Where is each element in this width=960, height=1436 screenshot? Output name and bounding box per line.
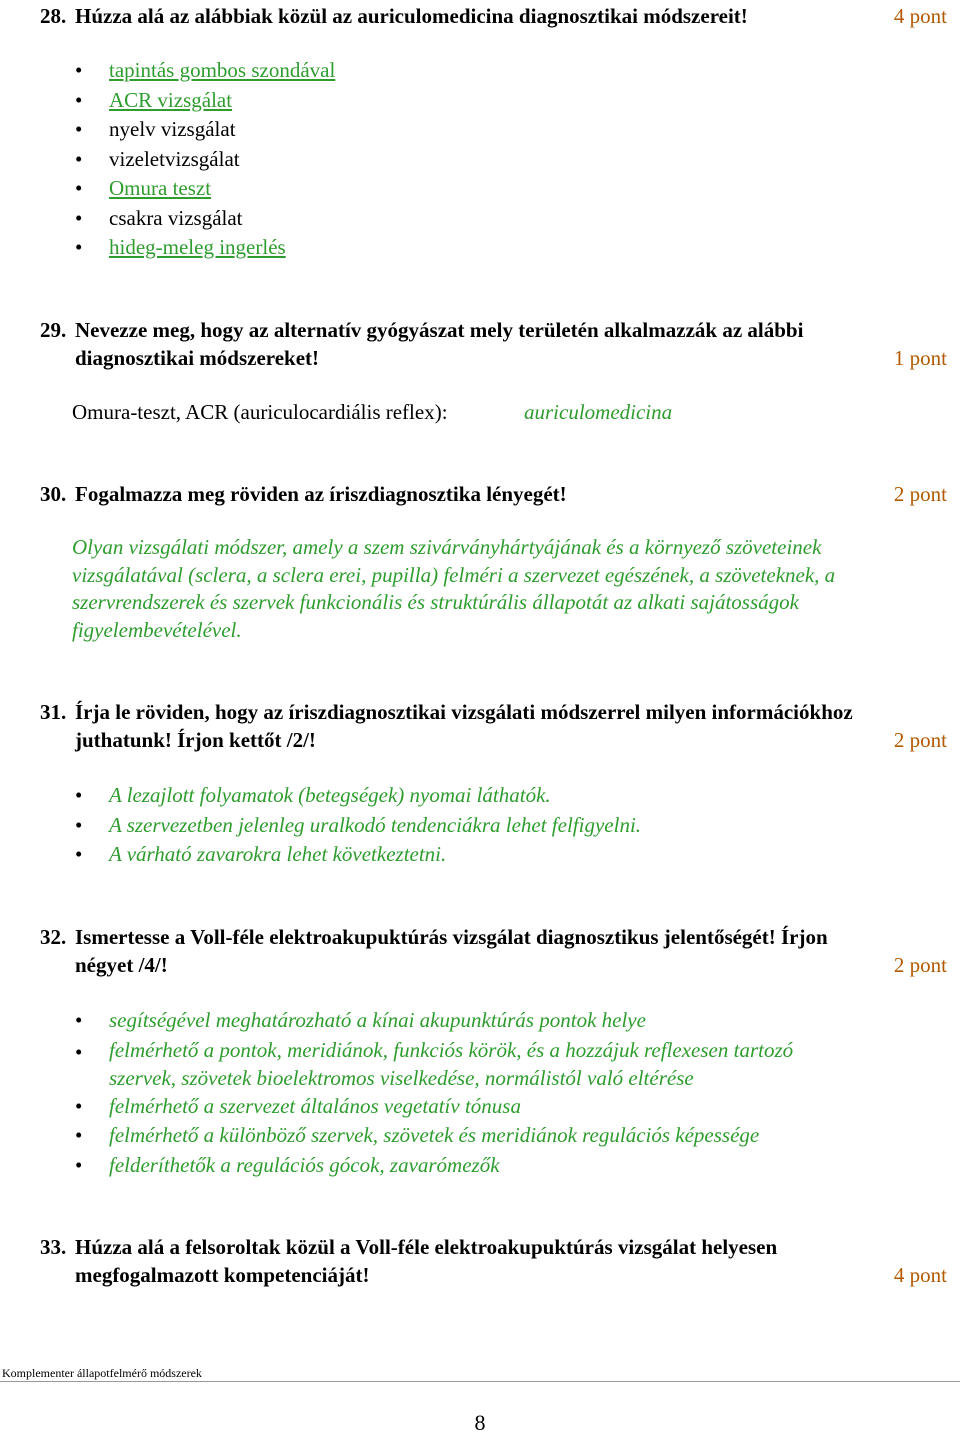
list-item: • nyelv vizsgálat xyxy=(75,117,236,141)
question-text-line2: négyet /4/! xyxy=(75,953,168,977)
option-text: vizeletvizsgálat xyxy=(109,146,240,171)
answer-text-continued: szervek, szövetek bioelektromos viselkedése, normálistól való eltérése xyxy=(109,1065,694,1090)
answer-line: figyelembevételével. xyxy=(72,617,242,642)
option-text: Omura teszt xyxy=(109,176,212,200)
question-32 xyxy=(40,923,955,979)
question-number: 32. xyxy=(40,925,67,949)
question-text-line1: Írja le röviden, hogy az íriszdiagnosztikai vizsgálati módszerrel milyen információkhoz xyxy=(75,700,853,724)
question-number: 31. xyxy=(40,700,67,724)
list-item: • A szervezetben jelenleg uralkodó tendenciákra lehet felfigyelni. xyxy=(75,812,642,837)
answer-line: Olyan vizsgálati módszer, amely a szem szivárványhártyájának és a környező szöveteinek xyxy=(72,535,822,559)
question-28 xyxy=(40,2,955,30)
points-label: 4 pont xyxy=(893,1263,947,1287)
points-label: 2 pont xyxy=(893,482,947,506)
option-text: hideg-meleg ingerlés xyxy=(109,235,286,259)
answer-text: auriculomedicina xyxy=(524,400,673,424)
answer-text: felderíthetők a regulációs gócok, zavarómezők xyxy=(109,1152,500,1177)
answer-line: vizsgálatával (sclera, a sclera erei, pupilla) felméri a szervezet egészének, a szöveteknek, a xyxy=(72,562,836,587)
answer-text: A várható zavarokra lehet következtetni. xyxy=(109,842,447,866)
question-number: 33. xyxy=(40,1235,67,1259)
answer-list-32 xyxy=(75,1006,793,1180)
points-label: 2 pont xyxy=(893,728,947,752)
question-text-line1: Ismertesse a Voll-féle elektroakupuktúrás vizsgálat diagnosztikus jelentőségét! Írjon xyxy=(75,925,828,949)
option-text: csakra vizsgálat xyxy=(109,205,243,230)
question-text-line2: diagnosztikai módszereket! xyxy=(75,346,320,370)
list-item: • felmérhető a pontok, meridiánok, funkciós körök, és a hozzájuk reflexesen tartozó szervek, szövetek bioelektromos viselkedése, normálistól való eltérése xyxy=(75,1037,794,1090)
points-label: 4 pont xyxy=(893,4,947,28)
question-text-line1: Húzza alá a felsoroltak közül a Voll-féle elektroakupuktúrás vizsgálat helyesen xyxy=(75,1235,778,1259)
list-item: • A lezajlott folyamatok (betegségek) nyomai láthatók. xyxy=(75,783,551,807)
question-number: 30. xyxy=(40,482,67,506)
answer-text: felmérhető a szervezet általános vegetatív tónusa xyxy=(109,1093,521,1118)
question-text-line1: Nevezze meg, hogy az alternatív gyógyászat mely területén alkalmazzák az alábbi xyxy=(75,318,804,342)
question-text: Fogalmazza meg röviden az íriszdiagnosztika lényegét! xyxy=(75,482,567,506)
answer-text: segítségével meghatározható a kínai akupunktúrás pontok helye xyxy=(109,1008,646,1032)
footer-divider xyxy=(0,1381,960,1382)
list-item: • Omura teszt xyxy=(75,176,212,200)
list-item: • csakra vizsgálat xyxy=(75,205,243,230)
answer-text: felmérhető a pontok, meridiánok, funkciós körök, és a hozzájuk reflexesen tartozó xyxy=(109,1037,794,1062)
list-item: • felmérhető a különböző szervek, szövetek és meridiánok regulációs képessége xyxy=(75,1123,760,1147)
option-text: tapintás gombos szondával xyxy=(109,58,336,82)
prompt-text: Omura-teszt, ACR (auriculocardiális reflex): xyxy=(72,400,448,424)
points-label: 1 pont xyxy=(893,346,947,370)
question-text-line2: juthatunk! Írjon kettőt /2/! xyxy=(75,728,316,752)
question-text-line2: megfogalmazott kompetenciáját! xyxy=(75,1263,370,1287)
list-item: • segítségével meghatározható a kínai akupunktúrás pontok helye xyxy=(75,1008,646,1032)
option-text: nyelv vizsgálat xyxy=(109,117,236,141)
list-item: • A várható zavarokra lehet következtetni. xyxy=(75,842,447,866)
answer-line: szervrendszerek és szervek funkcionális és struktúrális állapotát az alkati sajátosságok xyxy=(72,590,799,614)
answer-text: A szervezetben jelenleg uralkodó tendenciákra lehet felfigyelni. xyxy=(109,812,642,837)
list-item: • ACR vizsgálat xyxy=(75,87,233,112)
answer-text: felmérhető a különböző szervek, szövetek és meridiánok regulációs képessége xyxy=(109,1123,760,1147)
list-item: • tapintás gombos szondával xyxy=(75,58,336,82)
answer-paragraph xyxy=(72,534,950,644)
question-text: Húzza alá az alábbiak közül az auriculomedicina diagnosztikai módszereit! xyxy=(75,4,748,28)
question-29 xyxy=(40,316,955,372)
question-31 xyxy=(40,698,955,754)
footer-title: Komplementer állapotfelmérő módszerek xyxy=(2,1366,202,1380)
list-item: • felderíthetők a regulációs gócok, zavarómezők xyxy=(75,1152,500,1177)
page-number: 8 xyxy=(474,1410,486,1435)
question-number: 29. xyxy=(40,318,67,342)
points-label: 2 pont xyxy=(893,953,947,977)
question-30 xyxy=(40,480,955,508)
list-item: • vizeletvizsgálat xyxy=(75,146,240,171)
option-text: ACR vizsgálat xyxy=(109,87,233,112)
list-item: • felmérhető a szervezet általános vegetatív tónusa xyxy=(75,1093,521,1118)
option-list-28 xyxy=(75,56,335,263)
answer-text: A lezajlott folyamatok (betegségek) nyomai láthatók. xyxy=(109,783,551,807)
list-item: • hideg-meleg ingerlés xyxy=(75,235,286,259)
answer-list-31 xyxy=(75,781,641,870)
question-number: 28. xyxy=(40,4,67,28)
question-33 xyxy=(40,1233,955,1289)
